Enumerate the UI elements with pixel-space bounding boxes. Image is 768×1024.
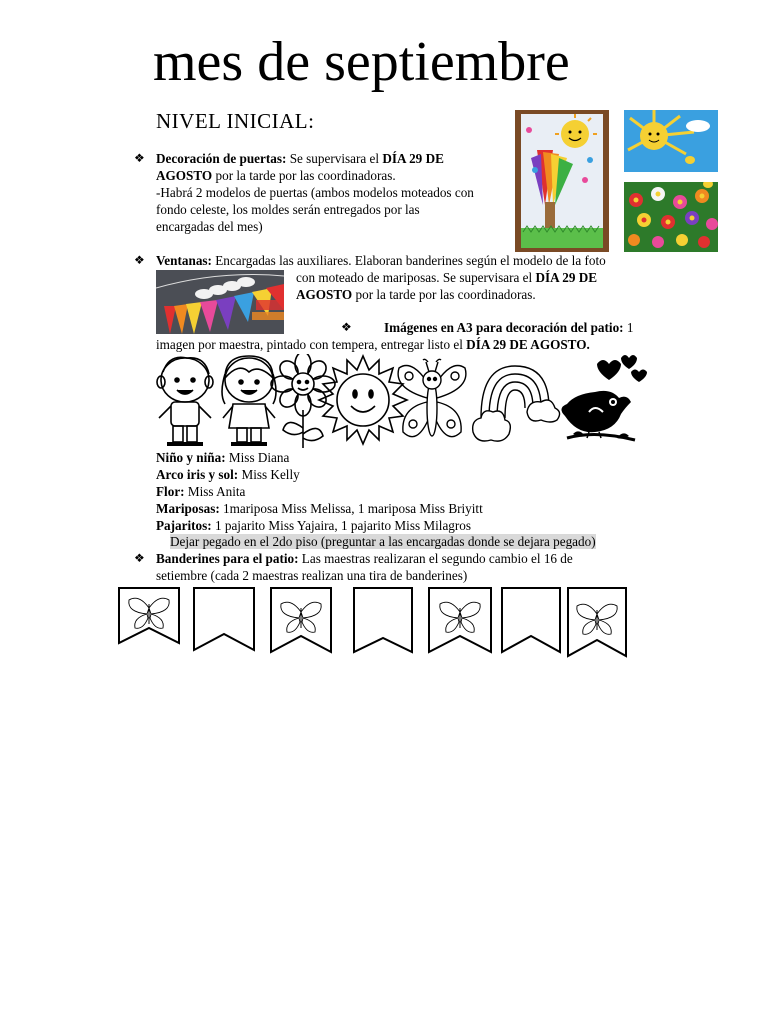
patio-images-line-2: imagen por maestra, pintado con tempera, entregar listo el DÍA 29 DE AGOSTO. xyxy=(156,337,590,352)
door-decoration-line-2: AGOSTO por la tarde por las coordinadoras. xyxy=(156,168,396,183)
door-decoration-line-1: Decoración de puertas: Se supervisara el DÍA 29 DE xyxy=(156,151,444,166)
pennant-template xyxy=(194,588,254,650)
assignments-list xyxy=(156,449,483,534)
pennant-template xyxy=(271,588,331,652)
page-title: mes de septiembre xyxy=(153,31,570,93)
highlighted-note: Dejar pegado en el 2do piso (preguntar a las encargadas donde se dejara pegado) xyxy=(170,534,596,549)
flower-drawing xyxy=(271,354,335,448)
pennant-templates-row xyxy=(114,584,634,660)
patio-banners-label: Banderines para el patio: xyxy=(156,551,299,566)
butterfly-drawing xyxy=(398,359,466,436)
assignment-row: Mariposas: 1mariposa Miss Melissa, 1 mariposa Miss Briyitt xyxy=(156,501,483,516)
door-decoration-line-4: fondo celeste, los moldes serán entregados por las xyxy=(156,202,420,217)
windows-line-1: Ventanas: Encargadas las auxiliares. Elaboran banderines según el modelo de la foto xyxy=(156,253,606,268)
pennant-template xyxy=(354,588,412,652)
patio-banners-line-2: setiembre (cada 2 maestras realizan una tira de banderines) xyxy=(156,568,468,583)
coloring-images-row xyxy=(155,354,660,450)
girl-drawing xyxy=(222,356,276,444)
door-decoration-section xyxy=(156,150,506,235)
assignment-row: Niño y niña: Miss Diana xyxy=(156,450,290,465)
patio-banners-section xyxy=(156,550,573,584)
pennant-template xyxy=(568,588,626,656)
rainbow-drawing xyxy=(473,366,560,441)
sun-drawing xyxy=(319,356,407,444)
boy-drawing xyxy=(157,357,213,444)
assignment-row: Pajaritos: 1 pajarito Miss Yajaira, 1 pajarito Miss Milagros xyxy=(156,518,472,533)
door-decoration-line-5: encargadas del mes) xyxy=(156,219,263,234)
bullet-icon: ❖ xyxy=(134,253,145,267)
patio-banners-line-1: Banderines para el patio: Las maestras realizaran el segundo cambio el 16 de xyxy=(156,551,573,566)
patio-images-label: Imágenes en A3 para decoración del patio: xyxy=(384,320,624,335)
door-decoration-photo-2 xyxy=(624,110,718,252)
door-decoration-line-3: -Habrá 2 modelos de puertas (ambos modelos moteados con xyxy=(156,185,474,200)
pennant-template xyxy=(119,588,179,643)
assignment-row: Arco iris y sol: Miss Kelly xyxy=(156,467,300,482)
pennant-template xyxy=(429,588,491,652)
bullet-icon: ❖ xyxy=(134,151,145,165)
door-decoration-label: Decoración de puertas: xyxy=(156,151,287,166)
bullet-icon: ❖ xyxy=(341,320,352,334)
assignment-row: Flor: Miss Anita xyxy=(156,484,246,499)
pennant-banner-photo xyxy=(156,270,284,334)
page-subtitle: NIVEL INICIAL: xyxy=(156,109,315,133)
bird-drawing xyxy=(561,355,647,440)
windows-line-2: con moteado de mariposas. Se supervisara el DÍA 29 DE xyxy=(296,270,598,285)
windows-line-3: AGOSTO por la tarde por las coordinadoras. xyxy=(296,287,536,302)
bullet-icon: ❖ xyxy=(134,551,145,565)
windows-label: Ventanas: xyxy=(156,253,212,268)
patio-images-line-1: Imágenes en A3 para decoración del patio: 1 xyxy=(384,320,634,335)
pennant-template xyxy=(502,588,560,652)
door-decoration-photo-1 xyxy=(515,110,609,252)
